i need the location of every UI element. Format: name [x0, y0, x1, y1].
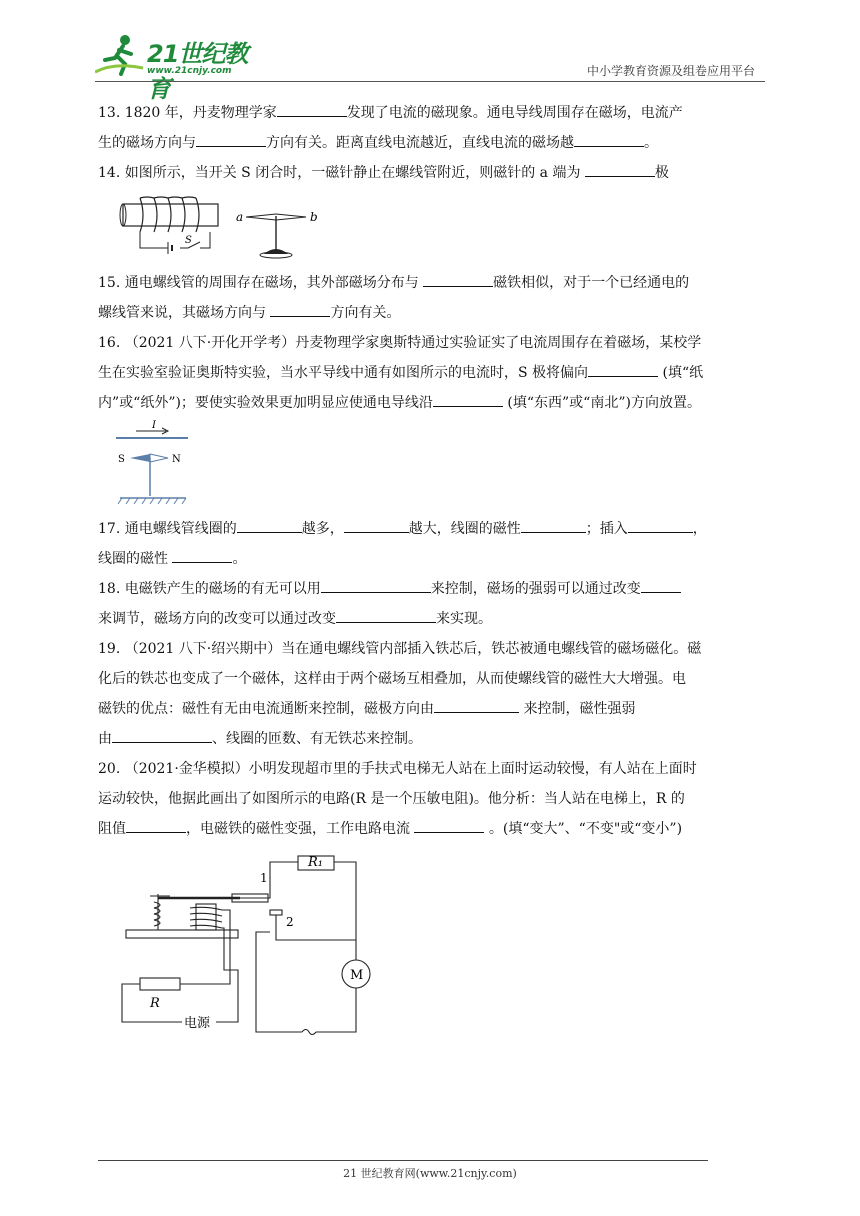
question-14: 14. 如图所示，当开关 S 闭合时，一磁针静止在螺线管附近，则磁针的 a 端为 极 [98, 158, 766, 188]
needle-label-b: b [310, 210, 318, 224]
spring-icon [154, 902, 160, 926]
electromagnet-coil-icon [190, 907, 222, 928]
current-label: I [152, 420, 156, 431]
page-footer: 21 世纪教育网(www.21cnjy.com) [343, 1167, 517, 1180]
answer-blank[interactable] [196, 130, 266, 147]
pole-label-s: S [118, 454, 125, 465]
base-plate [126, 930, 238, 938]
question-19: 19. （2021 八下·绍兴期中）当在通电螺线管内部插入铁芯后，铁芯被通电螺线管的磁场磁化。磁 化后的铁芯也变成了一个磁体，这样由于两个磁场互相叠加，从而使螺线管的磁性大大增强。电 磁铁的优点：磁性有无由电流通断来控制，磁极方向由 来控制，磁性强弱 由 、线圈的匝数、有无铁芯来控制。 [98, 641, 702, 747]
motor-label-m: M [350, 968, 364, 983]
fuse-icon [302, 1030, 316, 1035]
question-13: 13. 1820 年，丹麦物理学家 发现了电流的磁现象。通电导线周围存在磁场，电流产 生的磁场方向与 方向有关。距离直线电流越近，直线电流的磁场越 。 [98, 98, 766, 158]
oersted-figure [116, 418, 196, 508]
runner-logo-icon [95, 32, 145, 78]
logo-url: www.21cnjy.com [147, 66, 232, 76]
answer-blank[interactable] [321, 576, 431, 593]
answer-blank[interactable] [434, 696, 519, 713]
answer-blank[interactable] [112, 726, 212, 743]
answer-blank[interactable] [172, 546, 232, 563]
answer-blank[interactable] [414, 816, 484, 833]
resistor-label-r1: R₁ [308, 855, 323, 870]
compass-needle-s-icon [130, 454, 150, 462]
answer-blank[interactable] [521, 516, 586, 533]
contact-label-1: 1 [260, 871, 268, 885]
power-source-label: 电源 [184, 1016, 211, 1031]
answer-blank[interactable] [574, 130, 644, 147]
resistor-label-r: R [150, 996, 160, 1011]
pole-label-n: N [172, 454, 181, 465]
question-16: 16. （2021 八下·开化开学考）丹麦物理学家奥斯特通过实验证实了电流周围存在着磁场，某校学 生在实验室验证奥斯特实验，当水平导线中通有如图所示的电流时，S 极将偏向 (填“纸 内”或“纸外”)；要使实验效果更加明显应使通电导线沿 (填“东西”或“南北”)方向放置。 [98, 335, 704, 411]
answer-blank[interactable] [336, 606, 436, 623]
compass-needle-n-icon [150, 454, 168, 462]
site-logo [95, 32, 265, 103]
answer-blank[interactable] [270, 300, 330, 317]
resistor-r [140, 978, 180, 990]
header-platform-text: 中小学教育资源及组卷应用平台 [586, 64, 755, 78]
solenoid-coils [140, 197, 199, 232]
answer-blank[interactable] [433, 390, 503, 407]
header-divider [95, 81, 765, 82]
contact-2 [270, 910, 282, 915]
circuit-wire [140, 232, 210, 248]
elevator-circuit-figure [120, 852, 390, 1057]
question-15: 15. 通电螺线管的周围存在磁场，其外部磁场分布与 磁铁相似，对于一个已经通电的 螺线管来说，其磁场方向与 方向有关。 [98, 268, 766, 328]
answer-blank[interactable] [628, 516, 693, 533]
solenoid-compass-figure [118, 188, 348, 268]
answer-blank[interactable] [641, 576, 681, 593]
switch-label: S [185, 235, 192, 246]
page-header [95, 28, 765, 103]
answer-blank[interactable] [423, 270, 493, 287]
question-18: 18. 电磁铁产生的磁场的有无可以用 来控制，磁场的强弱可以通过改变 来调节，磁场方向的改变可以通过改变 来实现。 [98, 574, 766, 634]
contact-label-2: 2 [286, 915, 294, 929]
logo-text: 21世纪教育 [147, 40, 248, 103]
question-17: 17. 通电螺线管线圈的 越多， 越大，线圈的磁性 ；插入 ， 线圈的磁性 。 [98, 514, 766, 574]
answer-blank[interactable] [126, 816, 186, 833]
answer-blank[interactable] [585, 160, 655, 177]
answer-blank[interactable] [588, 360, 658, 377]
answer-blank[interactable] [277, 100, 347, 117]
answer-blank[interactable] [344, 516, 409, 533]
question-20: 20. （2021·金华模拟）小明发现超市里的手扶式电梯无人站在上面时运动较慢，有人站在上面时 运动较快，他据此画出了如图所示的电路(R 是一个压敏电阻)。他分析：当人站在电梯上，R 的 阻值 ，电磁铁的磁性变强，工作电路电流 。(填“变大”、“不变"或“变小”) [98, 761, 697, 837]
question-list [98, 98, 766, 1057]
footer-divider [98, 1160, 708, 1161]
answer-blank[interactable] [237, 516, 302, 533]
needle-label-a: a [236, 210, 244, 224]
